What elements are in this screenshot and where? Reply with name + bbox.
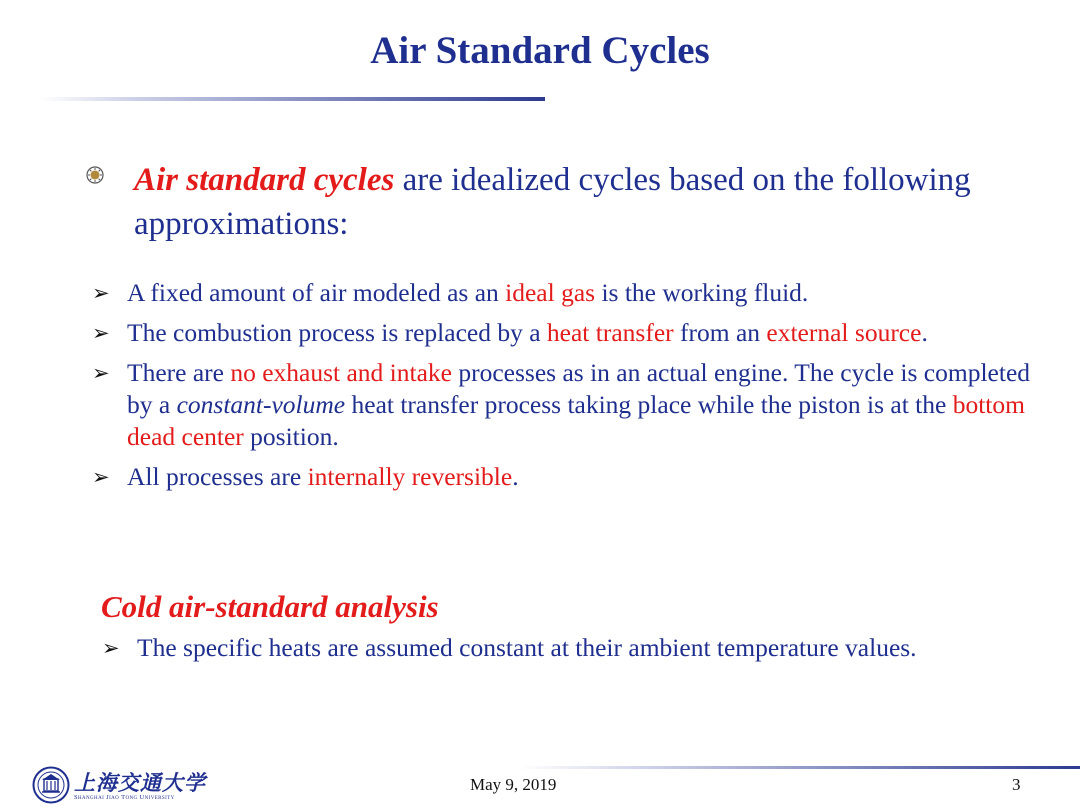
bullet-text-segment: internally reversible — [307, 462, 513, 491]
bullet-text-segment: . — [512, 462, 519, 491]
bullet-point — [100, 632, 1000, 664]
title-underline — [40, 97, 545, 101]
bullet-text-segment: from an — [673, 318, 767, 347]
bullet-text-segment: constant-volume — [176, 390, 346, 419]
bullet-text-segment: heat transfer process taking place while the piston is at the — [345, 390, 953, 419]
bullet-text-segment: position. — [243, 422, 339, 451]
footer-rule — [520, 766, 1080, 769]
sun-bullet-icon — [86, 166, 104, 184]
slide-title: Air Standard Cycles — [370, 29, 710, 72]
arrowhead-bullet-icon: ➢ — [102, 636, 120, 660]
bullet-point — [90, 277, 1050, 309]
approximations-list — [90, 277, 1050, 501]
bullet-text-segment: processes as in an actual engine. The cycle is completed by a — [127, 358, 1031, 419]
arrowhead-bullet-icon: ➢ — [92, 465, 110, 489]
bullet-text-segment: no exhaust and intake — [230, 358, 452, 387]
bullet-text-segment: is the working fluid. — [595, 278, 809, 307]
bullet-point — [90, 317, 1050, 349]
logo-chinese-name: 上海交通大学 — [74, 770, 206, 795]
bullet-text-segment: All processes are — [127, 462, 308, 491]
bullet-text-segment: A fixed amount of air modeled as an — [127, 278, 506, 307]
university-logo — [32, 766, 232, 806]
slide-date: May 9, 2019 — [470, 775, 557, 794]
bullet-text-segment: There are — [127, 358, 231, 387]
logo-english-name: Shanghai Jiao Tong University — [74, 794, 175, 801]
bullet-point — [90, 357, 1050, 453]
intro-paragraph — [86, 158, 986, 246]
bullet-text-segment: bottom dead center — [127, 390, 1025, 451]
bullet-point — [90, 461, 1050, 493]
bullet-text-segment: heat transfer — [546, 318, 674, 347]
cold-heading: Cold air-standard analysis — [101, 589, 439, 624]
arrowhead-bullet-icon: ➢ — [92, 281, 110, 305]
intro-term: Air standard cycles — [134, 162, 395, 198]
page-number: 3 — [1012, 775, 1021, 794]
bullet-text-segment: The combustion process is replaced by a — [127, 318, 547, 347]
bullet-text-segment: external source — [766, 318, 922, 347]
bullet-text-segment: . — [921, 318, 928, 347]
bullet-text-segment: The specific heats are assumed constant at their ambient temperature values. — [137, 633, 917, 662]
cold-analysis-list — [100, 632, 1000, 664]
arrowhead-bullet-icon: ➢ — [92, 321, 110, 345]
intro-rest: are idealized cycles based on the following approximations: — [134, 162, 971, 242]
bullet-text-segment: ideal gas — [505, 278, 596, 307]
university-seal-icon — [32, 766, 70, 804]
arrowhead-bullet-icon: ➢ — [92, 361, 110, 385]
